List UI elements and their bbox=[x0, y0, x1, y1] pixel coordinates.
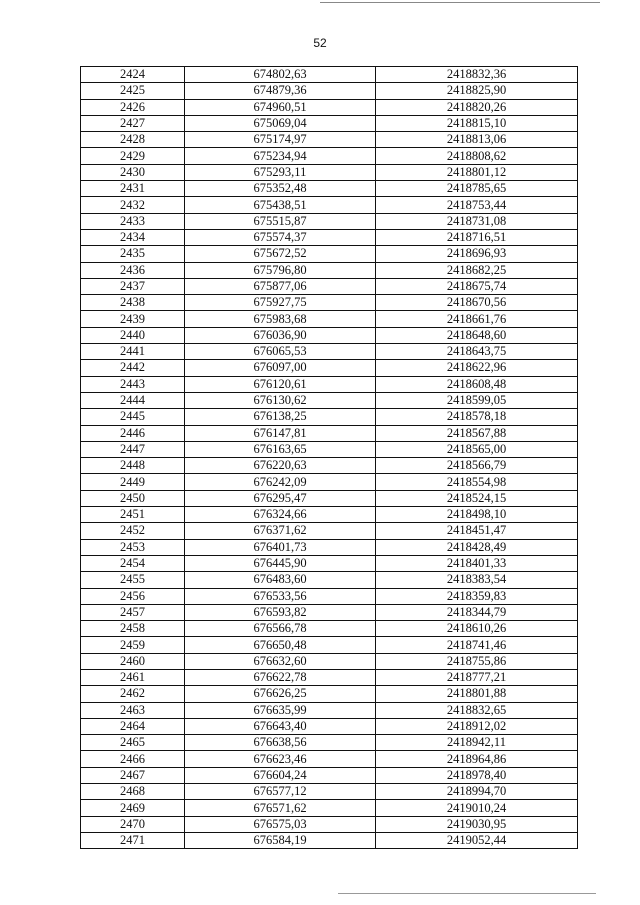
table-row bbox=[81, 784, 578, 800]
y-coordinate-cell: 2418785,65 bbox=[376, 181, 578, 197]
point-number-cell: 2448 bbox=[81, 458, 185, 474]
x-coordinate-cell: 676638,56 bbox=[185, 735, 376, 751]
x-coordinate-cell: 675877,06 bbox=[185, 278, 376, 294]
y-coordinate-cell: 2418801,88 bbox=[376, 686, 578, 702]
x-coordinate-cell: 674802,63 bbox=[185, 67, 376, 83]
x-coordinate-cell: 676622,78 bbox=[185, 669, 376, 685]
point-number-cell: 2432 bbox=[81, 197, 185, 213]
y-coordinate-cell: 2418451,47 bbox=[376, 523, 578, 539]
y-coordinate-cell: 2418383,54 bbox=[376, 572, 578, 588]
point-number-cell: 2453 bbox=[81, 539, 185, 555]
x-coordinate-cell: 676533,56 bbox=[185, 588, 376, 604]
point-number-cell: 2457 bbox=[81, 604, 185, 620]
y-coordinate-cell: 2419052,44 bbox=[376, 832, 578, 848]
x-coordinate-cell: 675438,51 bbox=[185, 197, 376, 213]
table-row bbox=[81, 409, 578, 425]
table-row bbox=[81, 800, 578, 816]
point-number-cell: 2454 bbox=[81, 555, 185, 571]
x-coordinate-cell: 676065,53 bbox=[185, 344, 376, 360]
table-row bbox=[81, 767, 578, 783]
x-coordinate-cell: 676324,66 bbox=[185, 507, 376, 523]
y-coordinate-cell: 2418599,05 bbox=[376, 392, 578, 408]
x-coordinate-cell: 676483,60 bbox=[185, 572, 376, 588]
x-coordinate-cell: 676571,62 bbox=[185, 800, 376, 816]
point-number-cell: 2458 bbox=[81, 621, 185, 637]
point-number-cell: 2444 bbox=[81, 392, 185, 408]
point-number-cell: 2426 bbox=[81, 99, 185, 115]
y-coordinate-cell: 2418832,36 bbox=[376, 67, 578, 83]
point-number-cell: 2430 bbox=[81, 164, 185, 180]
y-coordinate-cell: 2418648,60 bbox=[376, 327, 578, 343]
point-number-cell: 2443 bbox=[81, 376, 185, 392]
point-number-cell: 2445 bbox=[81, 409, 185, 425]
x-coordinate-cell: 675672,52 bbox=[185, 246, 376, 262]
y-coordinate-cell: 2418608,48 bbox=[376, 376, 578, 392]
point-number-cell: 2464 bbox=[81, 718, 185, 734]
y-coordinate-cell: 2418808,62 bbox=[376, 148, 578, 164]
y-coordinate-cell: 2418964,86 bbox=[376, 751, 578, 767]
point-number-cell: 2437 bbox=[81, 278, 185, 294]
point-number-cell: 2452 bbox=[81, 523, 185, 539]
point-number-cell: 2470 bbox=[81, 816, 185, 832]
point-number-cell: 2465 bbox=[81, 735, 185, 751]
x-coordinate-cell: 676623,46 bbox=[185, 751, 376, 767]
x-coordinate-cell: 674879,36 bbox=[185, 83, 376, 99]
y-coordinate-cell: 2418428,49 bbox=[376, 539, 578, 555]
point-number-cell: 2460 bbox=[81, 653, 185, 669]
y-coordinate-cell: 2418498,10 bbox=[376, 507, 578, 523]
point-number-cell: 2447 bbox=[81, 441, 185, 457]
y-coordinate-cell: 2418716,51 bbox=[376, 229, 578, 245]
y-coordinate-cell: 2418670,56 bbox=[376, 295, 578, 311]
table-row bbox=[81, 735, 578, 751]
point-number-cell: 2425 bbox=[81, 83, 185, 99]
table-row bbox=[81, 311, 578, 327]
x-coordinate-cell: 676635,99 bbox=[185, 702, 376, 718]
table-row bbox=[81, 327, 578, 343]
bottom-rule bbox=[338, 893, 596, 894]
page-number: 52 bbox=[313, 36, 327, 50]
y-coordinate-cell: 2418815,10 bbox=[376, 115, 578, 131]
x-coordinate-cell: 676295,47 bbox=[185, 490, 376, 506]
x-coordinate-cell: 676242,09 bbox=[185, 474, 376, 490]
x-coordinate-cell: 676097,00 bbox=[185, 360, 376, 376]
table-row bbox=[81, 718, 578, 734]
point-number-cell: 2441 bbox=[81, 344, 185, 360]
y-coordinate-cell: 2418610,26 bbox=[376, 621, 578, 637]
point-number-cell: 2439 bbox=[81, 311, 185, 327]
y-coordinate-cell: 2419010,24 bbox=[376, 800, 578, 816]
x-coordinate-cell: 676147,81 bbox=[185, 425, 376, 441]
point-number-cell: 2429 bbox=[81, 148, 185, 164]
table-row bbox=[81, 99, 578, 115]
point-number-cell: 2459 bbox=[81, 637, 185, 653]
point-number-cell: 2434 bbox=[81, 229, 185, 245]
x-coordinate-cell: 676130,62 bbox=[185, 392, 376, 408]
x-coordinate-cell: 675983,68 bbox=[185, 311, 376, 327]
point-number-cell: 2466 bbox=[81, 751, 185, 767]
table-row bbox=[81, 148, 578, 164]
x-coordinate-cell: 676138,25 bbox=[185, 409, 376, 425]
y-coordinate-cell: 2418813,06 bbox=[376, 132, 578, 148]
x-coordinate-cell: 676445,90 bbox=[185, 555, 376, 571]
table-row bbox=[81, 621, 578, 637]
y-coordinate-cell: 2418731,08 bbox=[376, 213, 578, 229]
y-coordinate-cell: 2418567,88 bbox=[376, 425, 578, 441]
table-row bbox=[81, 360, 578, 376]
y-coordinate-cell: 2418978,40 bbox=[376, 767, 578, 783]
point-number-cell: 2463 bbox=[81, 702, 185, 718]
y-coordinate-cell: 2418359,83 bbox=[376, 588, 578, 604]
point-number-cell: 2442 bbox=[81, 360, 185, 376]
x-coordinate-cell: 676575,03 bbox=[185, 816, 376, 832]
coordinates-table bbox=[80, 66, 578, 849]
x-coordinate-cell: 676643,40 bbox=[185, 718, 376, 734]
table-row bbox=[81, 376, 578, 392]
table-row bbox=[81, 474, 578, 490]
y-coordinate-cell: 2418622,96 bbox=[376, 360, 578, 376]
x-coordinate-cell: 675515,87 bbox=[185, 213, 376, 229]
table-row bbox=[81, 507, 578, 523]
x-coordinate-cell: 675796,80 bbox=[185, 262, 376, 278]
y-coordinate-cell: 2419030,95 bbox=[376, 816, 578, 832]
table-row bbox=[81, 132, 578, 148]
x-coordinate-cell: 676650,48 bbox=[185, 637, 376, 653]
table-row bbox=[81, 278, 578, 294]
point-number-cell: 2433 bbox=[81, 213, 185, 229]
y-coordinate-cell: 2418912,02 bbox=[376, 718, 578, 734]
table-row bbox=[81, 164, 578, 180]
x-coordinate-cell: 676120,61 bbox=[185, 376, 376, 392]
x-coordinate-cell: 676163,65 bbox=[185, 441, 376, 457]
table-row bbox=[81, 295, 578, 311]
x-coordinate-cell: 675574,37 bbox=[185, 229, 376, 245]
x-coordinate-cell: 675234,94 bbox=[185, 148, 376, 164]
y-coordinate-cell: 2418661,76 bbox=[376, 311, 578, 327]
table-row bbox=[81, 653, 578, 669]
y-coordinate-cell: 2418942,11 bbox=[376, 735, 578, 751]
y-coordinate-cell: 2418832,65 bbox=[376, 702, 578, 718]
point-number-cell: 2456 bbox=[81, 588, 185, 604]
point-number-cell: 2431 bbox=[81, 181, 185, 197]
table-row bbox=[81, 539, 578, 555]
point-number-cell: 2428 bbox=[81, 132, 185, 148]
x-coordinate-cell: 675927,75 bbox=[185, 295, 376, 311]
table-row bbox=[81, 392, 578, 408]
point-number-cell: 2438 bbox=[81, 295, 185, 311]
point-number-cell: 2450 bbox=[81, 490, 185, 506]
table-row bbox=[81, 490, 578, 506]
y-coordinate-cell: 2418578,18 bbox=[376, 409, 578, 425]
table-row bbox=[81, 262, 578, 278]
y-coordinate-cell: 2418801,12 bbox=[376, 164, 578, 180]
point-number-cell: 2455 bbox=[81, 572, 185, 588]
point-number-cell: 2427 bbox=[81, 115, 185, 131]
point-number-cell: 2469 bbox=[81, 800, 185, 816]
table-row bbox=[81, 246, 578, 262]
table-row bbox=[81, 425, 578, 441]
table-row bbox=[81, 751, 578, 767]
y-coordinate-cell: 2418675,74 bbox=[376, 278, 578, 294]
point-number-cell: 2462 bbox=[81, 686, 185, 702]
y-coordinate-cell: 2418777,21 bbox=[376, 669, 578, 685]
y-coordinate-cell: 2418994,70 bbox=[376, 784, 578, 800]
table-row bbox=[81, 441, 578, 457]
table-row bbox=[81, 604, 578, 620]
y-coordinate-cell: 2418741,46 bbox=[376, 637, 578, 653]
y-coordinate-cell: 2418566,79 bbox=[376, 458, 578, 474]
table-row bbox=[81, 637, 578, 653]
x-coordinate-cell: 676566,78 bbox=[185, 621, 376, 637]
table-row bbox=[81, 832, 578, 848]
x-coordinate-cell: 676632,60 bbox=[185, 653, 376, 669]
y-coordinate-cell: 2418344,79 bbox=[376, 604, 578, 620]
y-coordinate-cell: 2418643,75 bbox=[376, 344, 578, 360]
point-number-cell: 2424 bbox=[81, 67, 185, 83]
x-coordinate-cell: 676604,24 bbox=[185, 767, 376, 783]
table-row bbox=[81, 67, 578, 83]
x-coordinate-cell: 676626,25 bbox=[185, 686, 376, 702]
x-coordinate-cell: 675293,11 bbox=[185, 164, 376, 180]
table-row bbox=[81, 197, 578, 213]
x-coordinate-cell: 674960,51 bbox=[185, 99, 376, 115]
table-row bbox=[81, 555, 578, 571]
y-coordinate-cell: 2418696,93 bbox=[376, 246, 578, 262]
x-coordinate-cell: 676371,62 bbox=[185, 523, 376, 539]
point-number-cell: 2451 bbox=[81, 507, 185, 523]
point-number-cell: 2435 bbox=[81, 246, 185, 262]
x-coordinate-cell: 676036,90 bbox=[185, 327, 376, 343]
table-row bbox=[81, 686, 578, 702]
table-row bbox=[81, 229, 578, 245]
x-coordinate-cell: 675352,48 bbox=[185, 181, 376, 197]
table-row bbox=[81, 588, 578, 604]
x-coordinate-cell: 676584,19 bbox=[185, 832, 376, 848]
top-rule bbox=[320, 2, 600, 3]
y-coordinate-cell: 2418755,86 bbox=[376, 653, 578, 669]
y-coordinate-cell: 2418565,00 bbox=[376, 441, 578, 457]
table-row bbox=[81, 702, 578, 718]
table-row bbox=[81, 181, 578, 197]
table-row bbox=[81, 669, 578, 685]
point-number-cell: 2449 bbox=[81, 474, 185, 490]
point-number-cell: 2446 bbox=[81, 425, 185, 441]
point-number-cell: 2440 bbox=[81, 327, 185, 343]
table-row bbox=[81, 458, 578, 474]
y-coordinate-cell: 2418682,25 bbox=[376, 262, 578, 278]
point-number-cell: 2471 bbox=[81, 832, 185, 848]
table-row bbox=[81, 344, 578, 360]
y-coordinate-cell: 2418753,44 bbox=[376, 197, 578, 213]
x-coordinate-cell: 676577,12 bbox=[185, 784, 376, 800]
table-row bbox=[81, 572, 578, 588]
table-row bbox=[81, 115, 578, 131]
y-coordinate-cell: 2418820,26 bbox=[376, 99, 578, 115]
table-row bbox=[81, 523, 578, 539]
x-coordinate-cell: 675069,04 bbox=[185, 115, 376, 131]
table-row bbox=[81, 83, 578, 99]
x-coordinate-cell: 676593,82 bbox=[185, 604, 376, 620]
table-row bbox=[81, 213, 578, 229]
x-coordinate-cell: 675174,97 bbox=[185, 132, 376, 148]
coordinates-table-body bbox=[81, 67, 578, 849]
point-number-cell: 2461 bbox=[81, 669, 185, 685]
point-number-cell: 2436 bbox=[81, 262, 185, 278]
y-coordinate-cell: 2418401,33 bbox=[376, 555, 578, 571]
y-coordinate-cell: 2418524,15 bbox=[376, 490, 578, 506]
point-number-cell: 2467 bbox=[81, 767, 185, 783]
table-row bbox=[81, 816, 578, 832]
y-coordinate-cell: 2418554,98 bbox=[376, 474, 578, 490]
x-coordinate-cell: 676220,63 bbox=[185, 458, 376, 474]
x-coordinate-cell: 676401,73 bbox=[185, 539, 376, 555]
y-coordinate-cell: 2418825,90 bbox=[376, 83, 578, 99]
point-number-cell: 2468 bbox=[81, 784, 185, 800]
